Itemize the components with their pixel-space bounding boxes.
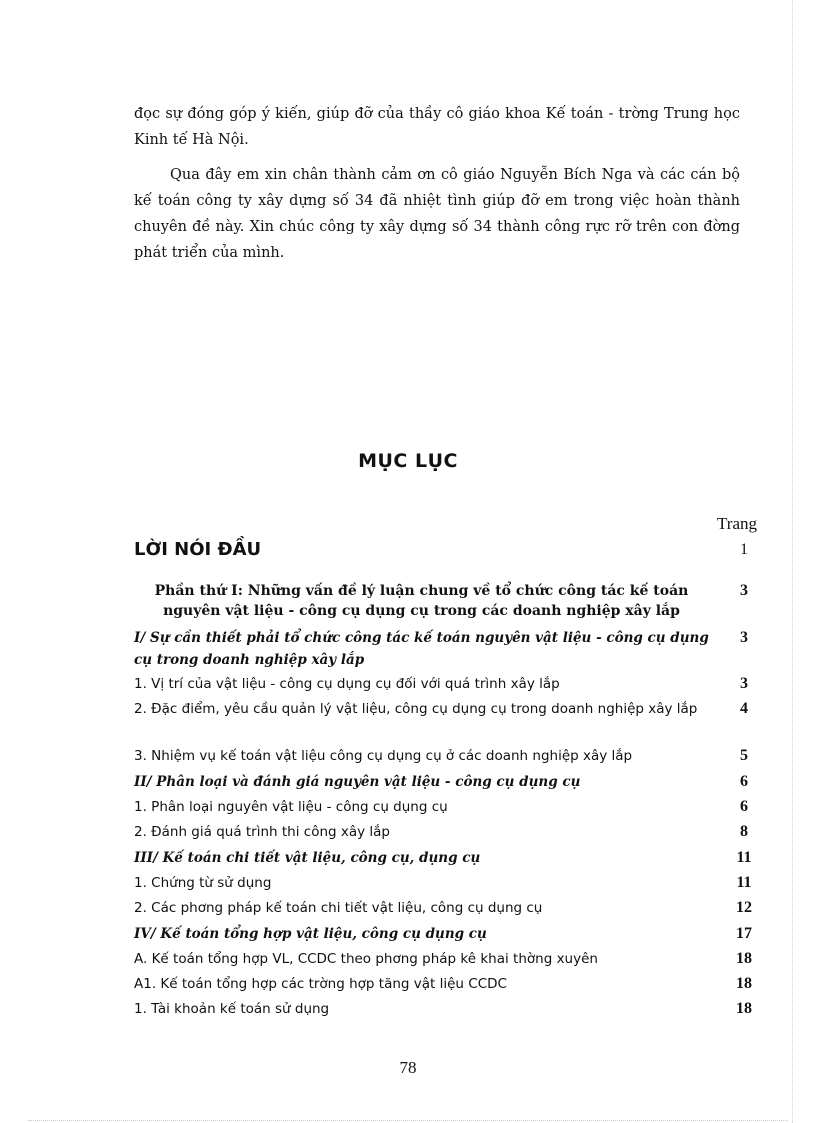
intro-paragraph-2: Qua đây em xin chân thành cảm ơn cô giáo Nguyễn Bích Nga và các cán bộ kế toán công ty xây dựng số 34 đã nhiệt tình giúp đỡ em trong việc hoàn thành chuyên đề này. Xin chúc công ty xây dựng số 34 thành công rực rỡ trên con đờng phát triển của mình. — [134, 167, 740, 261]
page-right-border — [792, 0, 793, 1123]
page-number: 78 — [399, 1058, 417, 1077]
toc-entry-page: 6 — [740, 773, 748, 790]
toc-entry-page: 5 — [740, 747, 748, 764]
toc-entry-page: 3 — [740, 582, 748, 599]
toc-entry-text: IV/ Kế toán tổng hợp vật liệu, công cụ dụng cụ — [134, 926, 487, 942]
toc-entry-page: 1 — [740, 541, 748, 558]
page-bottom-border — [28, 1120, 788, 1121]
toc-entry-text: II/ Phân loại và đánh giá nguyên vật liệu - công cụ dụng cụ — [134, 774, 581, 790]
toc-entry-text: I/ Sự cần thiết phải tổ chức công tác kế toán nguyên vật liệu - công cụ dụng cụ trong doanh nghiệp xây lắp — [134, 630, 709, 668]
toc-entry-page: 11 — [736, 849, 752, 866]
toc-entry-page: 18 — [736, 1000, 752, 1017]
toc-entry-page: 18 — [736, 975, 752, 992]
intro-paragraph-1: đọc sự đóng góp ý kiến, giúp đỡ của thầy cô giáo khoa Kế toán - trờng Trung học Kinh tế Hà Nội. — [134, 106, 740, 148]
toc-entry-text: 2. Đặc điểm, yêu cầu quản lý vật liệu, công cụ dụng cụ trong doanh nghiệp xây lắp — [134, 701, 698, 717]
toc-page-column-label: Trang — [717, 514, 757, 533]
toc-entry-page: 17 — [736, 925, 752, 942]
toc-title: MỤC LỤC — [358, 450, 458, 472]
toc-entry-text: LỜI NÓI ĐẦU — [134, 539, 262, 560]
toc-entry-text: 1. Tài khoản kế toán sử dụng — [134, 1001, 330, 1017]
toc-entry-page: 8 — [740, 823, 748, 840]
toc-entry-text: A. Kế toán tổng hợp VL, CCDC theo phơng pháp kê khai thờng xuyên — [134, 951, 598, 967]
toc-entry-page: 4 — [740, 700, 748, 717]
toc-entry-page: 12 — [736, 899, 752, 916]
toc-entry-text: 2. Đánh giá quá trình thi công xây lắp — [134, 824, 391, 840]
toc-entry-text: III/ Kế toán chi tiết vật liệu, công cụ, dụng cụ — [134, 850, 481, 866]
toc-entry-page: 18 — [736, 950, 752, 967]
toc-entry-text: 1. Vị trí của vật liệu - công cụ dụng cụ đối với quá trình xây lắp — [134, 676, 560, 692]
toc-entry-text: 3. Nhiệm vụ kế toán vật liệu công cụ dụng cụ ở các doanh nghiệp xây lắp — [134, 748, 633, 764]
toc-entry-page: 3 — [740, 629, 748, 646]
toc-entry-text: Phần thứ I: Những vấn đề lý luận chung về tổ chức công tác kế toán nguyên vật liệu - công cụ dụng cụ trong các doanh nghiệp xây lắp — [154, 583, 689, 619]
toc-entry-page: 6 — [740, 798, 748, 815]
toc-entry-page: 11 — [736, 874, 752, 891]
toc-entry-text: A1. Kế toán tổng hợp các trờng hợp tăng vật liệu CCDC — [134, 976, 507, 992]
toc-entry-page: 3 — [740, 675, 748, 692]
toc-entry-text: 2. Các phơng pháp kế toán chi tiết vật liệu, công cụ dụng cụ — [134, 900, 543, 916]
toc-entry-text: 1. Chứng từ sử dụng — [134, 875, 272, 891]
toc-entry-text: 1. Phân loại nguyên vật liệu - công cụ dụng cụ — [134, 799, 448, 815]
